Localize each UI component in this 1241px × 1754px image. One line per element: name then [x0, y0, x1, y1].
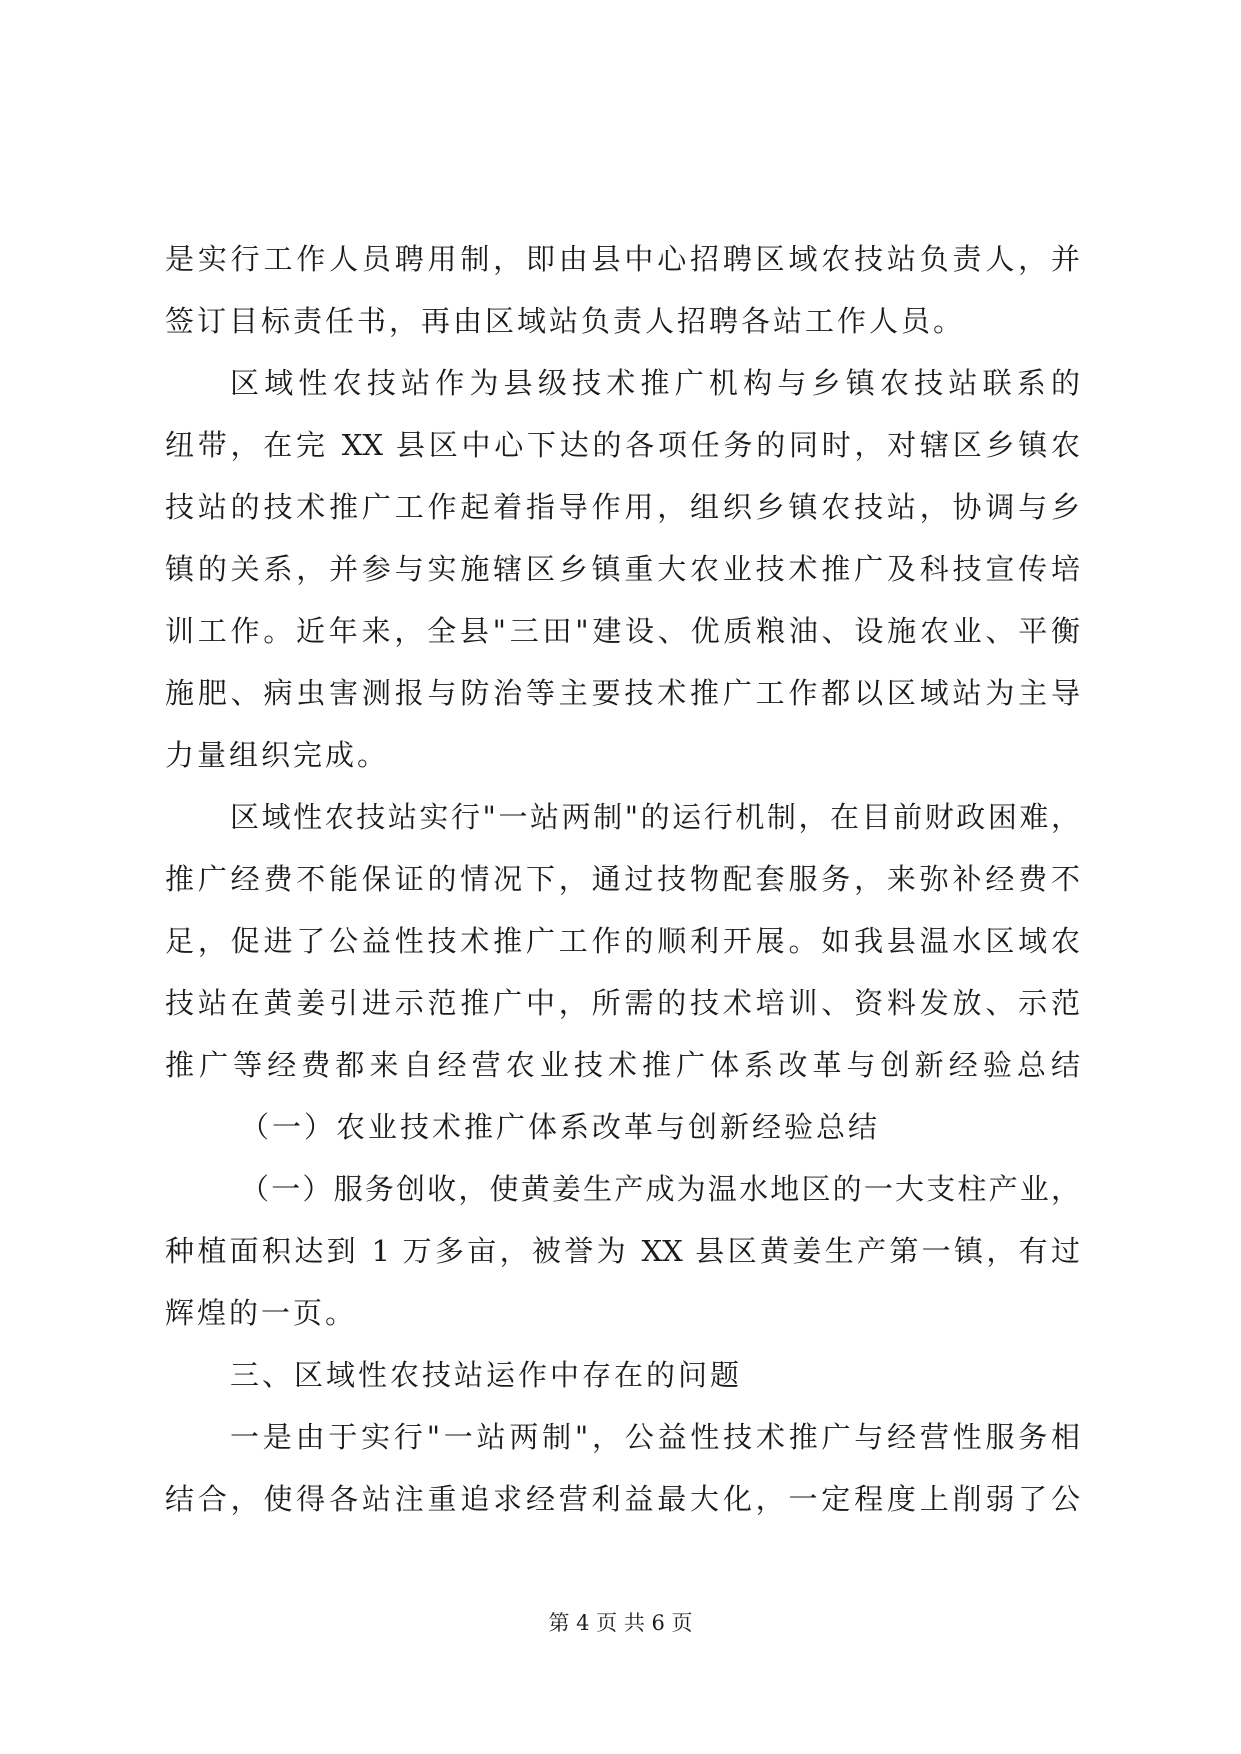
- text-line: 纽带，在完 XX 县区中心下达的各项任务的同时，对辖区乡镇农: [165, 428, 1080, 462]
- section-heading: 三、区域性农技站运作中存在的问题: [230, 1358, 743, 1392]
- text-line: 训工作。近年来，全县"三田"建设、优质粮油、设施农业、平衡: [165, 614, 1080, 648]
- text-line: 足，促进了公益性技术推广工作的顺利开展。如我县温水区域农: [165, 924, 1080, 958]
- document-body: [165, 228, 1080, 1530]
- text-line: 推广等经费都来自经营农业技术推广体系改革与创新经验总结: [165, 1048, 1080, 1082]
- text-line: 推广经费不能保证的情况下，通过技物配套服务，来弥补经费不: [165, 862, 1080, 896]
- text-line: 辉煌的一页。: [165, 1296, 358, 1330]
- text-line: 镇的关系，并参与实施辖区乡镇重大农业技术推广及科技宣传培: [165, 552, 1080, 586]
- text-line: 签订目标责任书，再由区域站负责人招聘各站工作人员。: [165, 304, 966, 338]
- paragraph-start-line: 区域性农技站作为县级技术推广机构与乡镇农技站联系的: [230, 366, 1080, 400]
- paragraph-start-line: 一是由于实行"一站两制"，公益性技术推广与经营性服务相: [230, 1420, 1080, 1454]
- text-line: 是实行工作人员聘用制，即由县中心招聘区域农技站负责人，并: [165, 242, 1080, 276]
- section-heading: （一）农业技术推广体系改革与创新经验总结: [240, 1110, 881, 1144]
- paragraph-start-line: （一）服务创收，使黄姜生产成为温水地区的一大支柱产业，: [240, 1172, 1080, 1206]
- text-line: 种植面积达到 1 万多亩，被誉为 XX 县区黄姜生产第一镇，有过: [165, 1234, 1080, 1268]
- text-line: 施肥、病虫害测报与防治等主要技术推广工作都以区域站为主导: [165, 676, 1080, 710]
- page-number-footer: 第 4 页 共 6 页: [548, 1611, 693, 1635]
- text-line: 力量组织完成。: [165, 738, 390, 772]
- text-line: 结合，使得各站注重追求经营利益最大化，一定程度上削弱了公: [165, 1482, 1080, 1516]
- text-line: 技站在黄姜引进示范推广中，所需的技术培训、资料发放、示范: [165, 986, 1080, 1020]
- paragraph-start-line: 区域性农技站实行"一站两制"的运行机制，在目前财政困难，: [230, 800, 1080, 834]
- text-line: 技站的技术推广工作起着指导作用，组织乡镇农技站，协调与乡: [165, 490, 1080, 524]
